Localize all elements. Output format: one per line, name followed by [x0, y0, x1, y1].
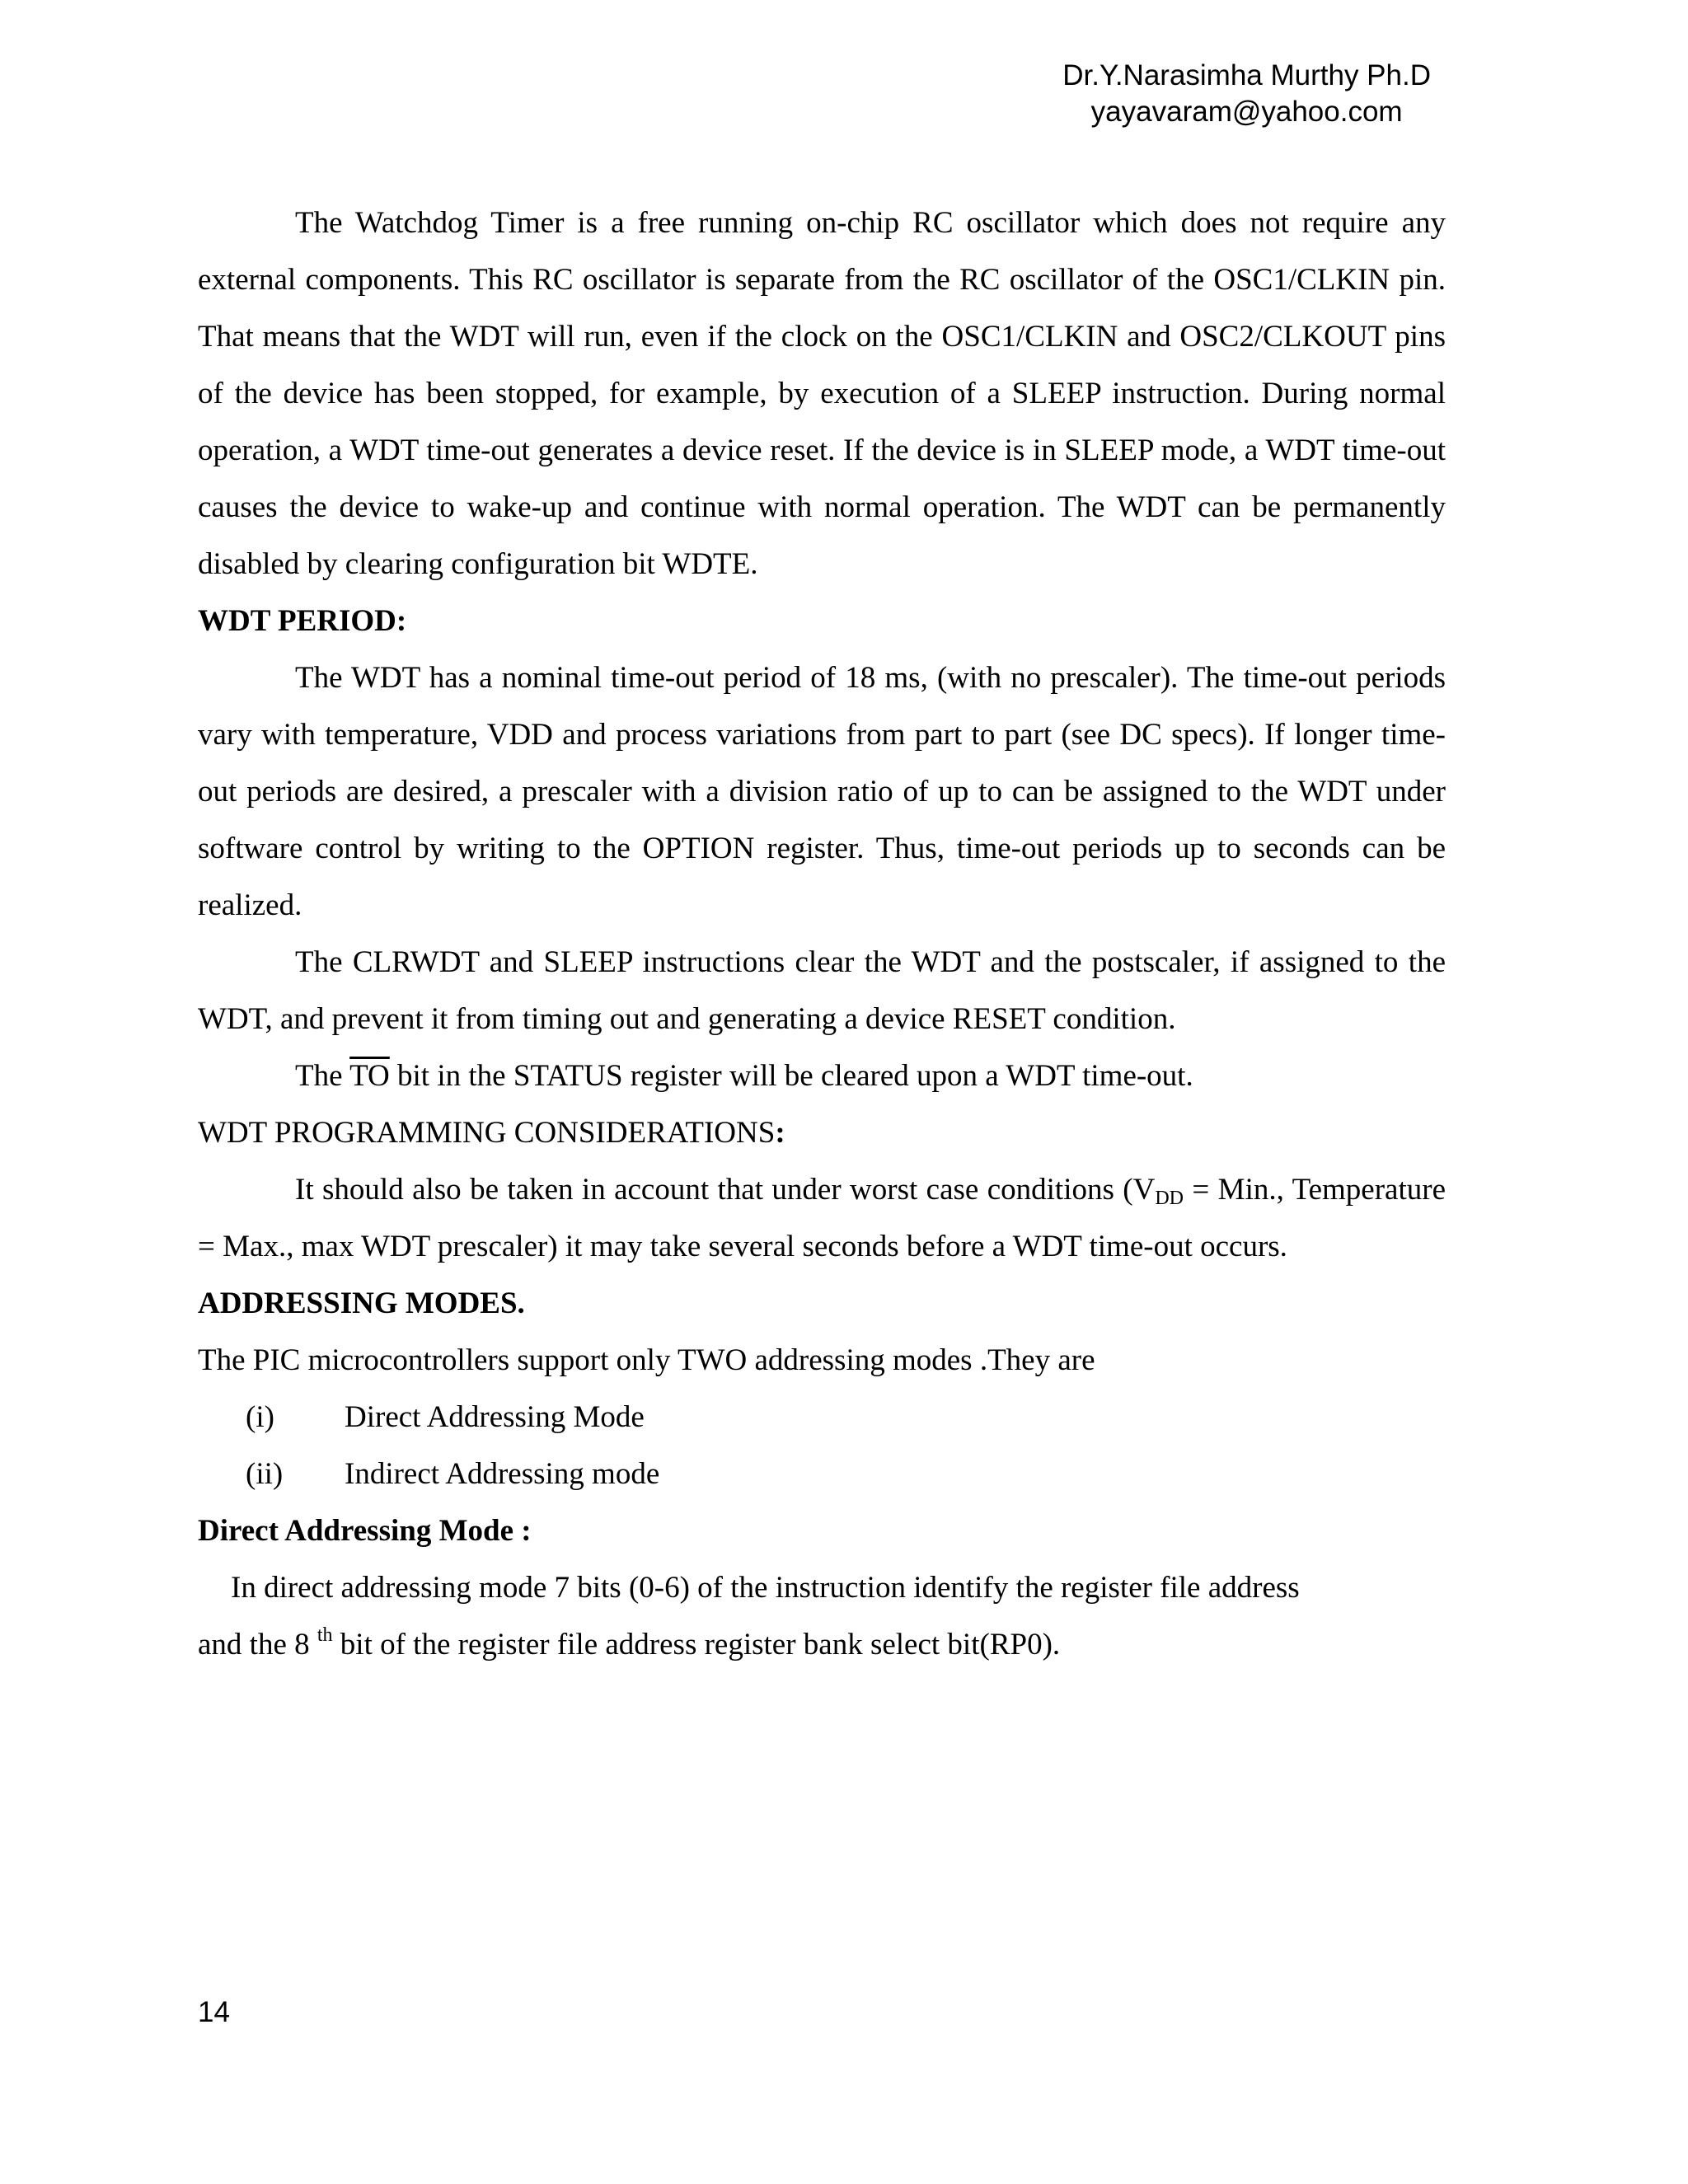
author-email: yayavaram@yahoo.com	[1090, 96, 1403, 128]
author-name: Dr.Y.Narasimha Murthy Ph.D	[1062, 59, 1431, 91]
addressing-modes-list	[198, 1389, 1446, 1502]
vdd-subscript: DD	[1155, 1188, 1184, 1209]
wdt-programming-heading	[198, 1104, 1446, 1161]
list-item-label: Indirect Addressing mode	[345, 1457, 660, 1491]
direct-line2-suffix: bit of the register file address register bank select bit(RP0).	[332, 1628, 1061, 1661]
direct-addressing-line1: In direct addressing mode 7 bits (0-6) of the instruction identify the register file address	[231, 1571, 1300, 1605]
wdt-programming-paragraph	[198, 1161, 1446, 1275]
wdt-programming-heading-text: WDT PROGRAMMING CONSIDERATIONS	[198, 1116, 776, 1150]
to-bit-label: $\overline{TO}$	[349, 1059, 390, 1093]
list-item-number: (ii)	[246, 1457, 284, 1491]
page-header	[1062, 58, 1431, 130]
list-item-label: Direct Addressing Mode	[345, 1400, 645, 1434]
wdt-period-heading: WDT PERIOD:	[198, 604, 407, 638]
watchdog-intro-paragraph: The Watchdog Timer is a free running on-chip RC oscillator which does not require any external components. This RC oscillator is separate from the RC oscillator of the OSC1/CLKIN pin. That means that the WDT will run, even if the clock on the OSC1/CLKIN and OSC2/CLKOUT pins of the device has been stopped, for example, by execution of a SLEEP instruction. During normal operation, a WDT time-out generates a device reset. If the device is in SLEEP mode, a WDT time-out causes the device to wake-up and continue with normal operation. The WDT can be permanently disabled by clearing configuration bit WDTE.	[198, 206, 1446, 581]
document-body	[198, 194, 1446, 1673]
addressing-modes-intro: The PIC microcontrollers support only TWO addressing modes .They are	[198, 1343, 1095, 1377]
list-item-number: (i)	[246, 1400, 274, 1434]
to-prefix: The	[295, 1059, 343, 1093]
addressing-modes-heading: ADDRESSING MODES.	[198, 1286, 525, 1320]
to-bit-paragraph	[198, 1047, 1446, 1104]
wdt-programming-heading-colon: :	[775, 1116, 785, 1150]
list-item	[198, 1446, 1446, 1502]
page-number: 14	[198, 1996, 230, 2028]
th-superscript: th	[316, 1624, 333, 1646]
to-suffix: bit in the STATUS register will be cleared upon a WDT time-out.	[397, 1059, 1193, 1093]
direct-line2-prefix: and the 8	[198, 1628, 317, 1661]
direct-addressing-heading: Direct Addressing Mode :	[198, 1514, 532, 1548]
wdt-programming-part2: = Min., Temperature = Max., max WDT prescaler) it may take several seconds before a WDT time-out occurs.	[198, 1173, 1446, 1263]
clrwdt-paragraph: The CLRWDT and SLEEP instructions clear the WDT and the postscaler, if assigned to the WDT, and prevent it from timing out and generating a device RESET condition.	[198, 945, 1446, 1036]
wdt-programming-part1: It should also be taken in account that under worst case conditions (V	[295, 1173, 1156, 1207]
list-item	[198, 1389, 1446, 1446]
wdt-period-paragraph: The WDT has a nominal time-out period of 18 ms, (with no prescaler). The time-out periods vary with temperature, VDD and process variations from part to part (see DC specs). If longer time-out periods are desired, a prescaler with a division ratio of up to can be assigned to the WDT under software control by writing to the OPTION register. Thus, time-out periods up to seconds can be realized.	[198, 661, 1446, 922]
direct-addressing-line2	[198, 1616, 1446, 1673]
